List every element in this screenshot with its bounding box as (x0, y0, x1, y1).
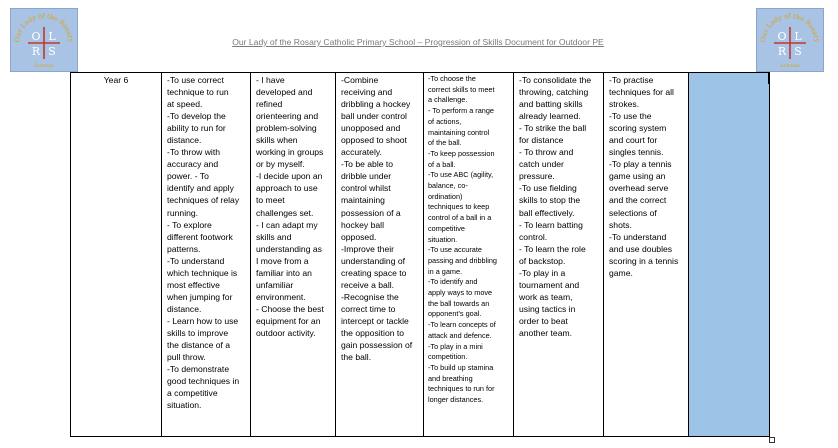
skill-line: a challenge. (428, 95, 468, 105)
skill-line: for distance (519, 135, 564, 146)
skill-line: game using an (609, 171, 666, 182)
skill-line: control of a ball in a (428, 213, 492, 223)
skill-line: challenges set. (256, 207, 314, 218)
logo-motto: Our Lady of the Rosary (12, 11, 76, 43)
logo-letter-l: L (48, 30, 56, 43)
skill-line: of actions, (428, 116, 462, 126)
skill-line: -To understand (167, 255, 225, 266)
logo-school-text: Schools (780, 63, 800, 69)
skill-line: opponent’s goal. (428, 309, 482, 319)
skill-line: maintaining (341, 195, 385, 206)
skill-line: order to beat (519, 315, 568, 326)
skill-line: technique to run (167, 87, 229, 98)
skill-line: and breathing (428, 373, 473, 383)
skill-line: apply ways to move (428, 288, 493, 298)
skill-line: familiar into an (256, 267, 312, 278)
skill-line: at speed. (167, 99, 203, 110)
skill-line: techniques for all (609, 87, 674, 98)
skill-line: distance. (167, 135, 202, 146)
skill-line: -To build up stamina (428, 362, 494, 372)
skill-line: problem-solving (256, 123, 317, 134)
skill-line: the opposition to (341, 327, 405, 338)
skill-line: accuracy and (167, 159, 219, 170)
skill-line: dribble under (341, 171, 392, 182)
skill-line: approach to use (256, 183, 318, 194)
skill-line: correct time to (341, 303, 396, 314)
skill-line: - To explore (167, 219, 212, 230)
logo-letter-r: R (777, 45, 787, 58)
cell-outdoor-adventure[interactable] (251, 73, 336, 437)
skill-line: - I can adapt my (256, 219, 318, 230)
logo-letter-r: R (31, 45, 41, 58)
cell-invasion-games[interactable] (424, 73, 514, 437)
logo-letter-o: O (777, 30, 787, 43)
skill-line: - I have (256, 75, 285, 85)
skill-line: control whilst (341, 183, 391, 194)
cell-athletics[interactable] (162, 73, 251, 437)
skill-line: scoring in a tennis (609, 255, 679, 266)
skill-line: shots. (609, 219, 632, 230)
skill-line: -Recognise the (341, 291, 399, 302)
skill-line: using tactics in (519, 303, 576, 314)
skill-line: passing and dribbling (428, 255, 497, 265)
skills-table (70, 72, 770, 437)
table-row-year-6 (71, 73, 770, 437)
skill-line: -To understand (609, 231, 667, 242)
skill-line: singles tennis. (609, 147, 664, 158)
skill-line: the ball. (341, 352, 372, 363)
cell-striking-fielding[interactable] (514, 73, 604, 437)
skill-line: and use doubles (609, 243, 673, 254)
skill-line: working in groups (256, 147, 324, 158)
skill-line: understanding as (256, 243, 322, 254)
skill-line: receiving and (341, 87, 393, 98)
skill-line: and batting skills (519, 99, 583, 110)
skill-line: -To use correct (167, 75, 224, 85)
skill-line: -To play in a mini (428, 341, 483, 351)
skill-line: of the ball. (428, 138, 462, 148)
skill-line: skills and (256, 231, 292, 242)
skill-line: competition. (428, 352, 468, 362)
skill-line: - To perform a range (428, 106, 494, 116)
skill-line: competitive (428, 223, 465, 233)
skill-line: of backstop. (519, 255, 566, 266)
skill-line: -To be able to (341, 159, 394, 170)
skill-line: - Choose the best (256, 303, 324, 314)
document-title: Our Lady of the Rosary Catholic Primary School – Progression of Skills Document for Outdoor PE (232, 37, 604, 47)
skill-line: good techniques in (167, 376, 240, 387)
skill-line: longer distances. (428, 395, 484, 405)
skill-line: game. (609, 267, 633, 278)
table-resize-handle[interactable] (769, 437, 775, 443)
skill-line: -To learn concepts of (428, 320, 496, 330)
skill-line: -To develop the (167, 111, 226, 122)
skill-line: -Combine (341, 75, 379, 85)
skill-line: work as team, (519, 291, 573, 302)
skill-line: -To use accurate (428, 245, 482, 255)
skill-line: orienteering and (256, 111, 319, 122)
skill-line: -To consolidate the (519, 75, 592, 85)
skill-line: - To throw and (519, 147, 574, 158)
skill-line: when jumping for (167, 291, 233, 302)
skill-line: situation. (428, 234, 458, 244)
logo-motto: Our Lady of the Rosary (758, 11, 822, 43)
school-logo-left (10, 8, 78, 72)
logo-letter-s: S (794, 45, 802, 58)
skill-line: or by myself. (256, 159, 305, 170)
skill-line: which technique is (167, 267, 238, 278)
skill-line: the ball towards an (428, 298, 490, 308)
skill-line: I move from a (256, 255, 309, 266)
skill-line: techniques to keep (428, 202, 490, 212)
skill-line: identify and apply (167, 183, 234, 194)
skill-line: -To use fielding (519, 183, 577, 194)
skill-line: intercept or tackle (341, 315, 409, 326)
skill-line: situation. (167, 400, 202, 411)
skill-line: -To demonstrate (167, 364, 230, 375)
cell-shaded-empty[interactable] (689, 73, 770, 437)
skill-line: unfamiliar (256, 279, 294, 290)
skill-line: outdoor activity. (256, 327, 316, 338)
skill-line: -To use ABC (agility, (428, 170, 494, 180)
skill-line: techniques to run for (428, 384, 495, 394)
skill-line: maintaining control (428, 127, 490, 137)
skill-line: to meet (256, 195, 285, 206)
skill-line: -To practise (609, 75, 654, 85)
skill-line: ball under control (341, 111, 407, 122)
skill-line: attack and defence. (428, 330, 492, 340)
skill-line: - Learn how to use (167, 315, 239, 326)
skill-line: already learned. (519, 111, 581, 122)
skill-line: scoring system (609, 123, 667, 134)
skill-line: - To strike the ball (519, 123, 587, 134)
skill-line: catch under (519, 159, 564, 170)
skill-line: equipment for an (256, 315, 321, 326)
skill-line: creating space to (341, 267, 407, 278)
year-cell[interactable]: Year 6 (71, 73, 162, 437)
logo-letter-s: S (48, 45, 56, 58)
skill-line: possession of a (341, 207, 401, 218)
skill-line: ability to run for (167, 123, 226, 134)
school-logo-right (756, 8, 824, 72)
skill-line: balance, co- (428, 181, 468, 191)
skill-line: -I decide upon an (256, 171, 323, 182)
skill-line: environment. (256, 291, 306, 302)
skill-line: overhead serve (609, 183, 669, 194)
skill-line: -To use the (609, 111, 652, 122)
skill-line: the distance of a (167, 340, 231, 351)
cell-hockey[interactable] (336, 73, 424, 437)
skill-line: -To identify and (428, 277, 478, 287)
logo-letter-o: O (31, 30, 41, 43)
skill-line: skills to improve (167, 327, 229, 338)
skill-line: unopposed and (341, 123, 401, 134)
skill-line: correct skills to meet (428, 84, 495, 94)
skill-line: -Improve their (341, 243, 395, 254)
skill-line: techniques of relay (167, 195, 240, 206)
skill-line: developed and (256, 87, 313, 98)
skill-line: -To play in a (519, 267, 566, 278)
skill-line: and the correct (609, 195, 667, 206)
skill-line: strokes. (609, 99, 640, 110)
skill-line: patterns. (167, 243, 201, 254)
skill-line: -To throw with (167, 147, 221, 158)
skill-line: - To learn batting (519, 219, 583, 230)
skill-line: control. (519, 231, 548, 242)
cell-tennis[interactable] (604, 73, 689, 437)
skill-line: -To choose the (428, 74, 476, 83)
skill-line: another team. (519, 327, 573, 338)
skill-line: -To keep possession (428, 148, 495, 158)
skill-line: selections of (609, 207, 657, 218)
skill-line: distance. (167, 303, 202, 314)
skill-line: a competitive (167, 388, 218, 399)
skill-line: accurately. (341, 147, 382, 158)
skill-line: dribbling a hockey (341, 99, 411, 110)
skill-line: opposed. (341, 231, 377, 242)
text-cursor (768, 73, 769, 84)
skill-line: gain possession of (341, 340, 413, 351)
skill-line: of a ball. (428, 159, 456, 169)
skill-line: running. (167, 207, 199, 218)
skill-line: power. - To (167, 171, 209, 182)
skill-line: throwing, catching (519, 87, 589, 98)
skill-line: most effective (167, 279, 220, 290)
skill-line: pressure. (519, 171, 555, 182)
logo-school-text: Schools (34, 63, 54, 69)
skill-line: skills to stop the (519, 195, 581, 206)
skill-line: skills when (256, 135, 298, 146)
skill-line: understanding of (341, 255, 406, 266)
skill-line: pull throw. (167, 352, 206, 363)
skill-line: tournament and (519, 279, 580, 290)
skill-line: receive a ball. (341, 279, 395, 290)
skill-line: -To play a tennis (609, 159, 672, 170)
skill-line: different footwork (167, 231, 233, 242)
skill-line: - To learn the role (519, 243, 586, 254)
skill-line: hockey ball (341, 219, 384, 230)
skill-line: ordination) (428, 191, 463, 201)
skill-line: refined (256, 99, 283, 110)
skill-line: and court for (609, 135, 658, 146)
skill-line: ball effectively. (519, 207, 575, 218)
logo-letter-l: L (794, 30, 802, 43)
skill-line: in a game. (428, 266, 463, 276)
skill-line: opposed to shoot (341, 135, 407, 146)
